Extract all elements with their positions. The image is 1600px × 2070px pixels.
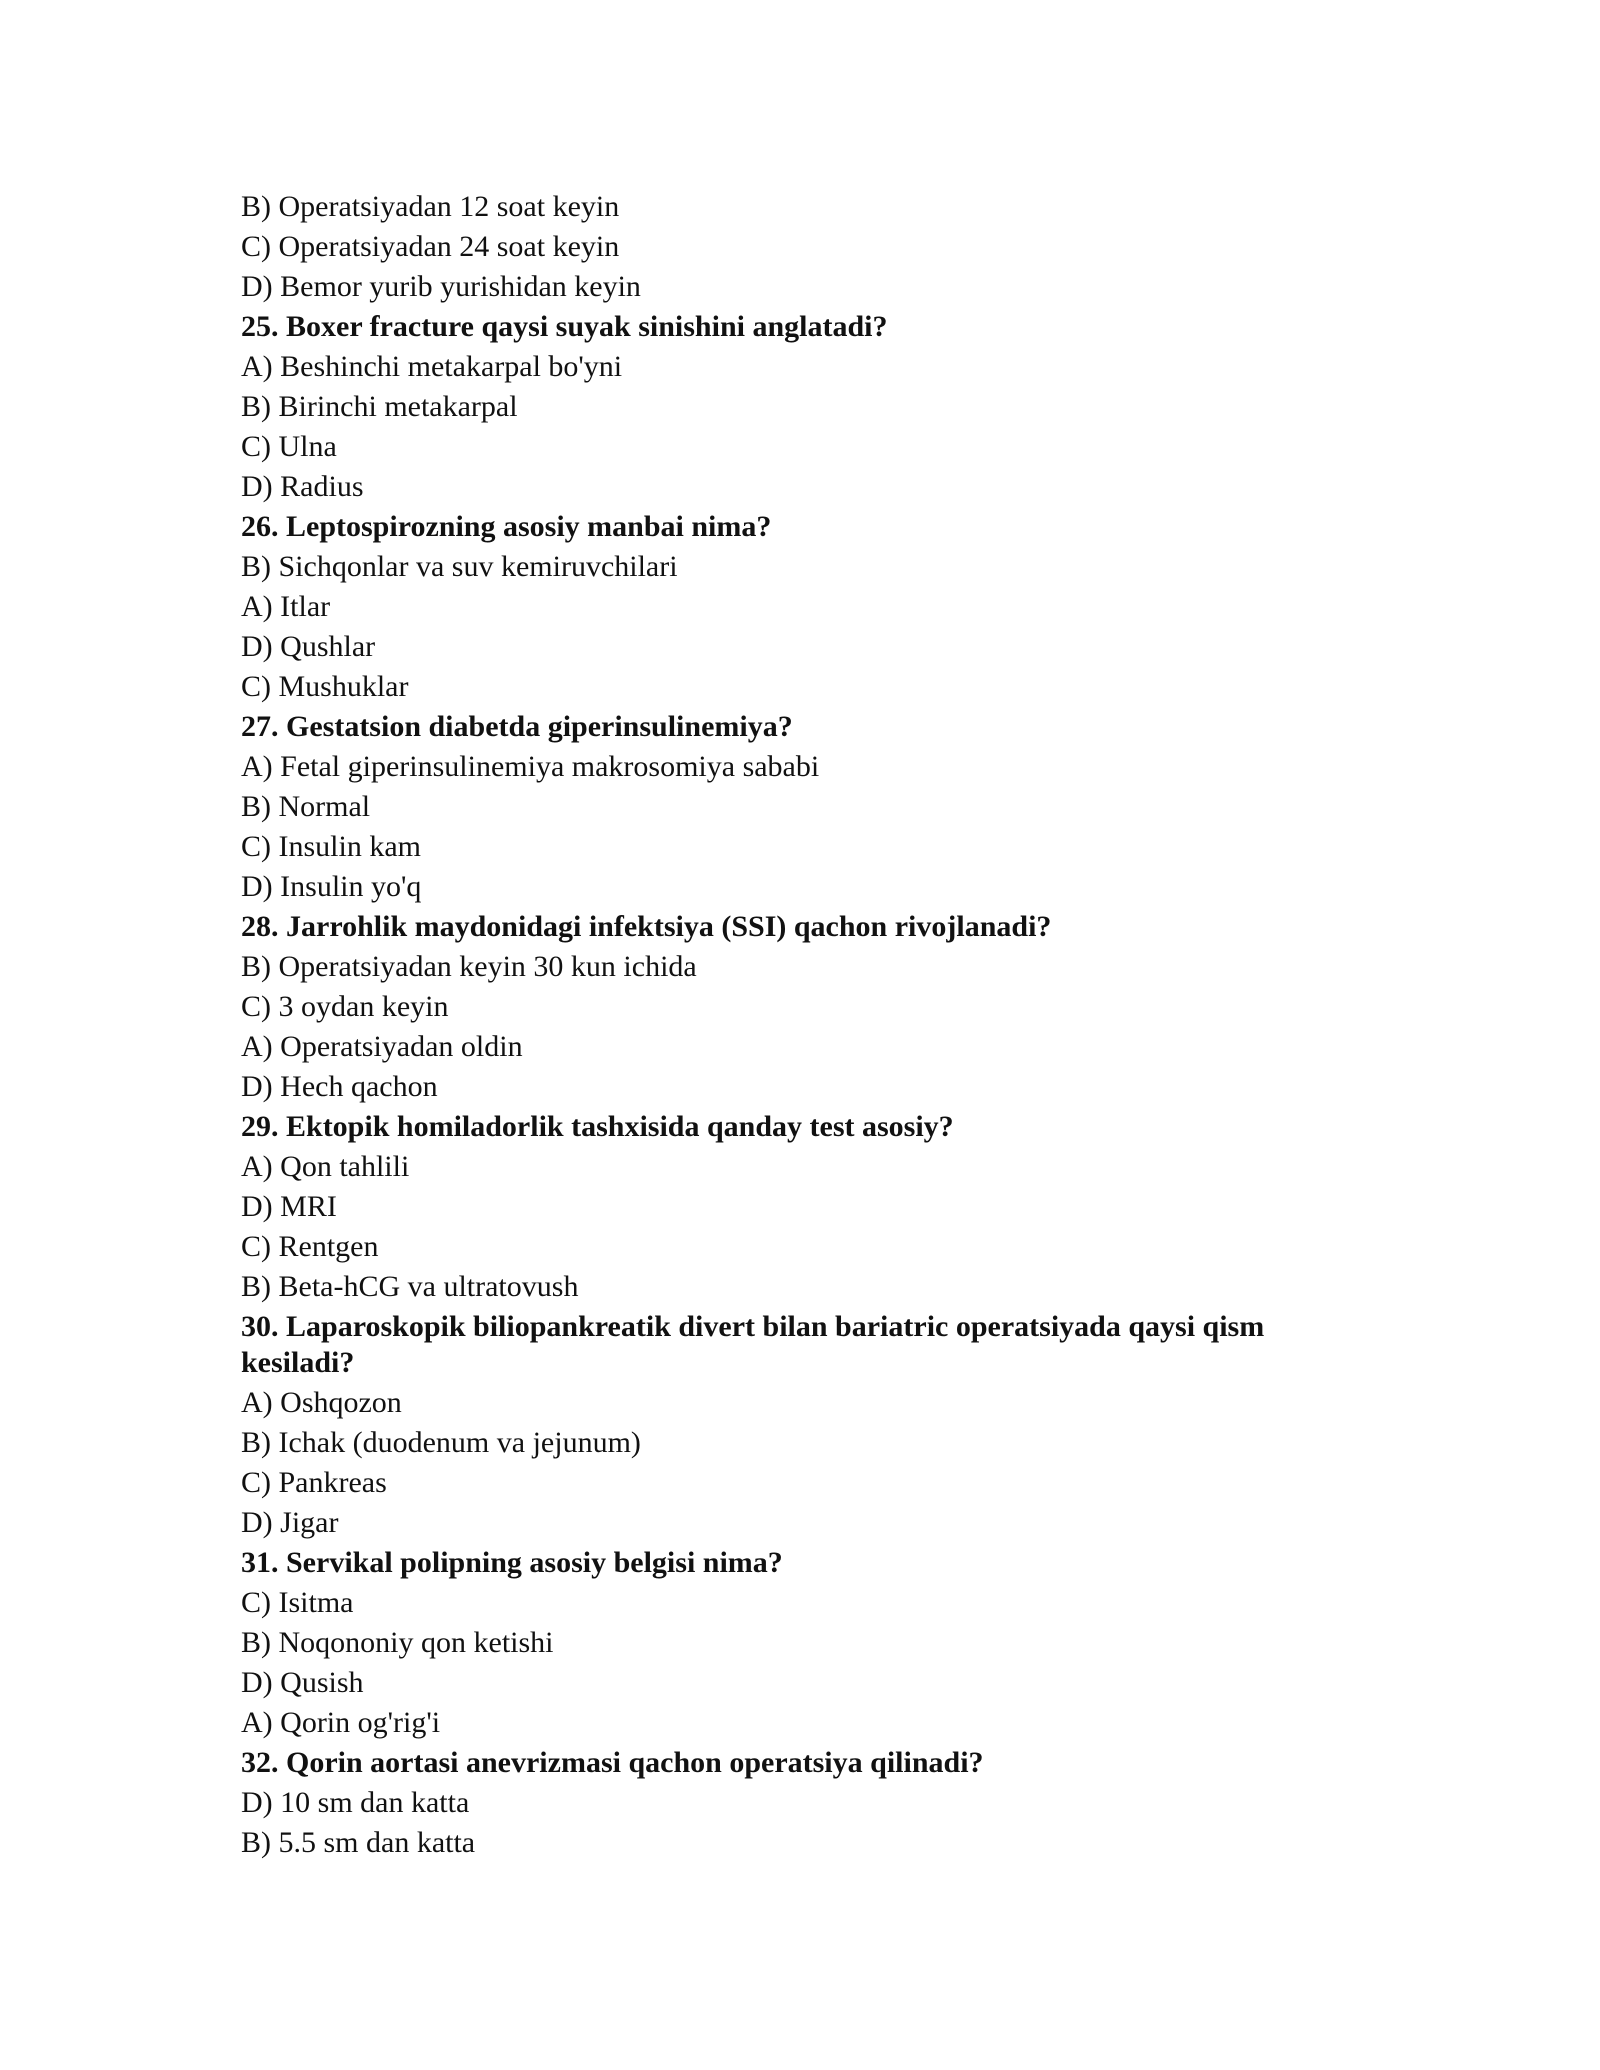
answer-option: C) Mushuklar <box>241 670 409 703</box>
answer-option: C) Isitma <box>241 1586 354 1619</box>
answer-option: A) Qorin og'rig'i <box>241 1706 441 1739</box>
answer-option: B) Operatsiyadan keyin 30 kun ichida <box>241 950 697 983</box>
answer-option: B) Operatsiyadan 12 soat keyin <box>241 190 620 223</box>
answer-option: A) Oshqozon <box>241 1386 402 1419</box>
answer-option: D) 10 sm dan katta <box>241 1786 470 1819</box>
answer-option: B) 5.5 sm dan katta <box>241 1826 476 1859</box>
question-text: 28. Jarrohlik maydonidagi infektsiya (SSI) qachon rivojlanadi? <box>241 910 1052 943</box>
document-page <box>241 187 1361 1863</box>
question-text: 29. Ektopik homiladorlik tashxisida qanday test asosiy? <box>241 1110 954 1143</box>
answer-option: D) MRI <box>241 1190 337 1223</box>
answer-option: A) Beshinchi metakarpal bo'yni <box>241 350 623 383</box>
answer-option: A) Fetal giperinsulinemiya makrosomiya sababi <box>241 750 820 783</box>
answer-option: A) Operatsiyadan oldin <box>241 1030 523 1063</box>
answer-option: B) Noqononiy qon ketishi <box>241 1626 554 1659</box>
answer-option: B) Beta-hCG va ultratovush <box>241 1270 579 1303</box>
answer-option: C) Ulna <box>241 430 337 463</box>
answer-option: C) Insulin kam <box>241 830 421 863</box>
answer-option: D) Radius <box>241 470 364 503</box>
answer-option: B) Ichak (duodenum va jejunum) <box>241 1426 641 1459</box>
answer-option: B) Birinchi metakarpal <box>241 390 518 423</box>
question-text: 25. Boxer fracture qaysi suyak sinishini anglatadi? <box>241 310 888 343</box>
answer-option: C) Operatsiyadan 24 soat keyin <box>241 230 620 263</box>
answer-option: C) Rentgen <box>241 1230 379 1263</box>
answer-option: D) Bemor yurib yurishidan keyin <box>241 270 641 303</box>
question-text: 27. Gestatsion diabetda giperinsulinemiya? <box>241 710 793 743</box>
answer-option: D) Insulin yo'q <box>241 870 422 903</box>
answer-option: D) Jigar <box>241 1506 339 1539</box>
answer-option: D) Qushlar <box>241 630 376 663</box>
answer-option: A) Qon tahlili <box>241 1150 410 1183</box>
answer-option: C) Pankreas <box>241 1466 387 1499</box>
answer-option: D) Qusish <box>241 1666 364 1699</box>
question-text: 31. Servikal polipning asosiy belgisi nima? <box>241 1546 783 1579</box>
question-text: 32. Qorin aortasi anevrizmasi qachon operatsiya qilinadi? <box>241 1746 984 1779</box>
question-text: 30. Laparoskopik biliopankreatik divert bilan bariatric operatsiyada qaysi qism kesiladi? <box>241 1310 1265 1379</box>
answer-option: A) Itlar <box>241 590 331 623</box>
question-text: 26. Leptospirozning asosiy manbai nima? <box>241 510 772 543</box>
answer-option: C) 3 oydan keyin <box>241 990 449 1023</box>
answer-option: D) Hech qachon <box>241 1070 438 1103</box>
answer-option: B) Sichqonlar va suv kemiruvchilari <box>241 550 678 583</box>
answer-option: B) Normal <box>241 790 371 823</box>
